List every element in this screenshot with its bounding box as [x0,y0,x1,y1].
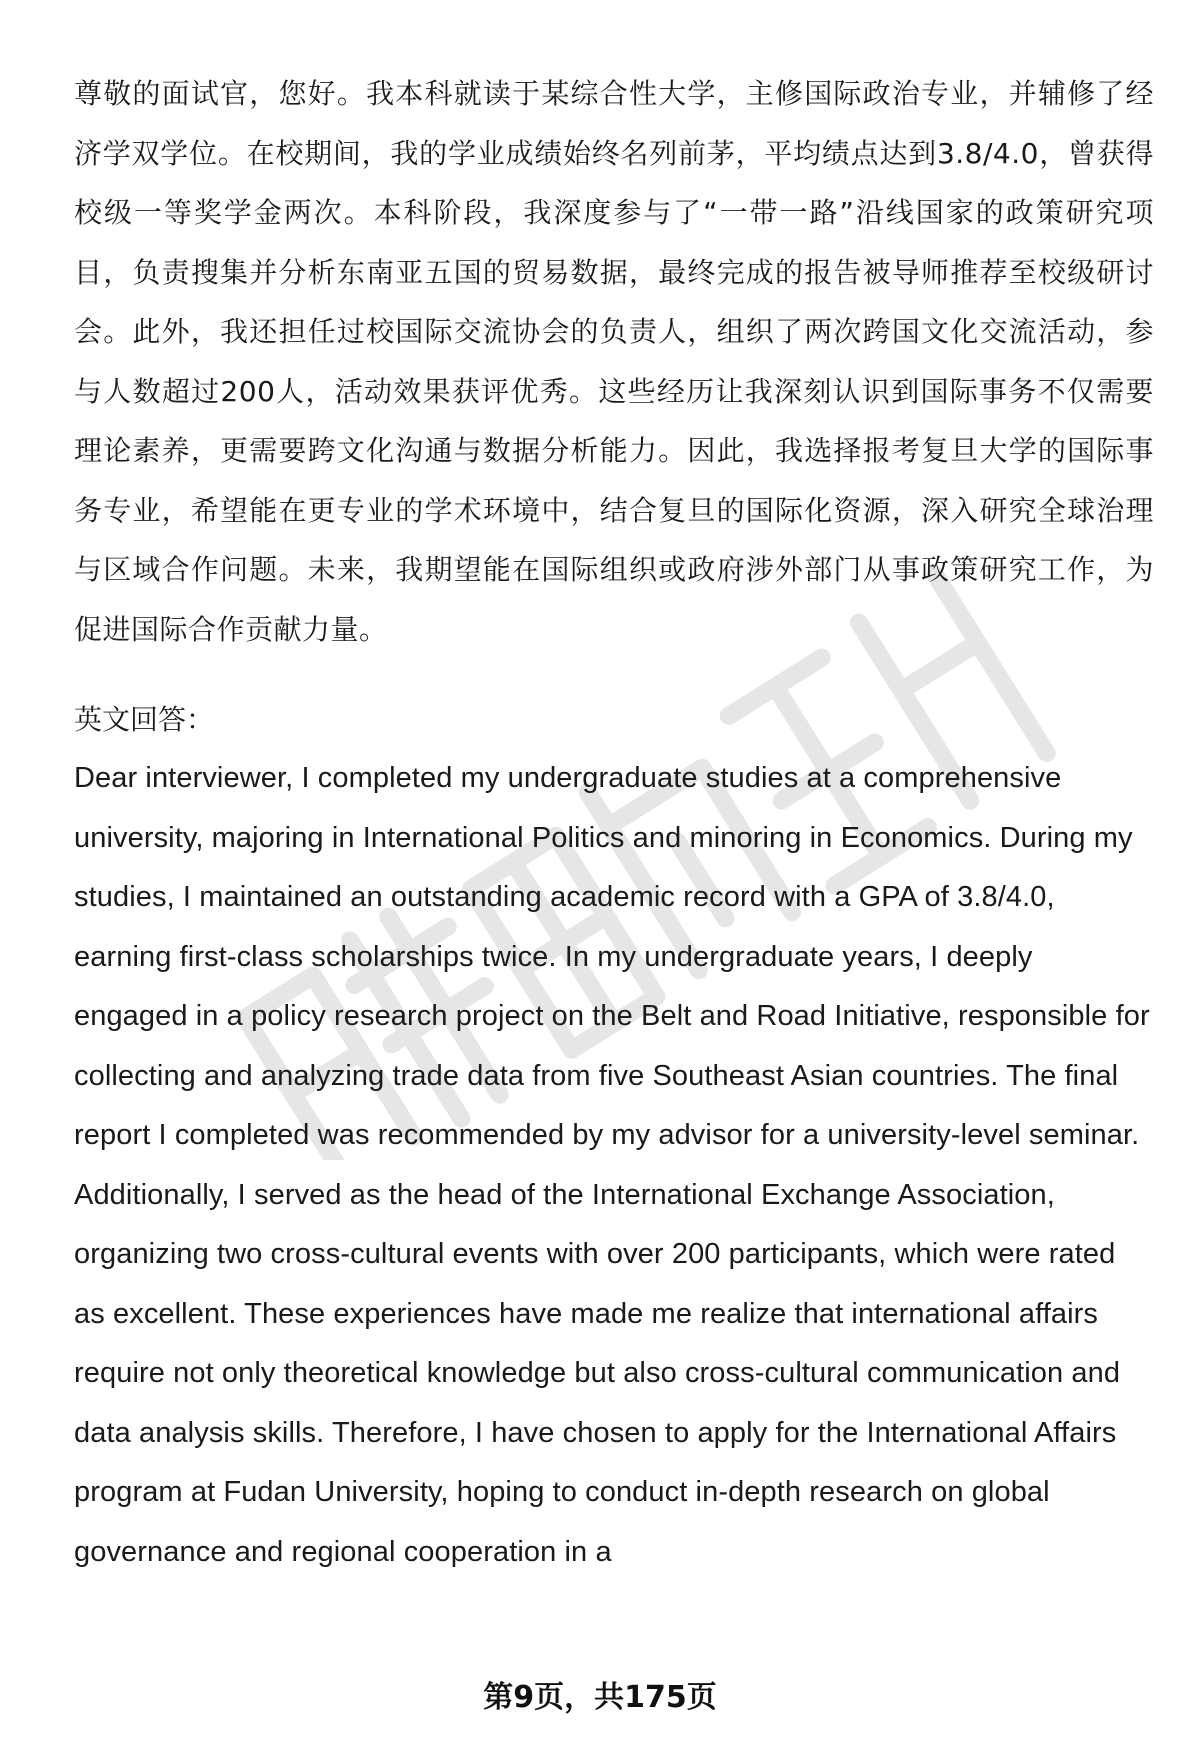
chinese-answer-paragraph: 尊敬的面试官，您好。我本科就读于某综合性大学，主修国际政治专业，并辅修了经济学双学位。在校期间，我的学业成绩始终名列前茅，平均绩点达到3.8/4.0，曾获得校级一等奖学金两次。本科阶段，我深度参与了“一带一路”沿线国家的政策研究项目，负责搜集并分析东南亚五国的贸易数据，最终完成的报告被导师推荐至校级研讨会。此外，我还担任过校国际交流协会的负责人，组织了两次跨国文化交流活动，参与人数超过200人，活动效果获评优秀。这些经历让我深刻认识到国际事务不仅需要理论素养，更需要跨文化沟通与数据分析能力。因此，我选择报考复旦大学的国际事务专业，希望能在更专业的学术环境中，结合复旦的国际化资源，深入研究全球治理与区域合作问题。未来，我期望能在国际组织或政府涉外部门从事政策研究工作，为促进国际合作贡献力量。 [74,77,1154,646]
page-number-footer: 第9页，共175页 [483,1680,717,1715]
english-answer-heading: 英文回答： [74,703,215,736]
english-answer-paragraph: Dear interviewer, I completed my undergraduate studies at a comprehensive university, majoring in International Politics and minoring in Economics. During my studies, I maintained an outstanding academic record with a GPA of 3.8/4.0, earning first-class scholarships twice. In my undergraduate years, I deeply engaged in a policy research project on the Belt and Road Initiative, responsible for collecting and analyzing trade data from five Southeast Asian countries. The final report I completed was recommended by my advisor for a university-level seminar. Additionally, I served as the head of the International Exchange Association, organizing two cross-cultural events with over 200 participants, which were rated as excellent. These experiences have made me realize that international affairs require not only theoretical knowledge but also cross-cultural communication and data analysis skills. Therefore, I have chosen to apply for the International Affairs program at Fudan University, hoping to conduct in-depth research on global governance and regional cooperation in a [74,762,1150,1568]
